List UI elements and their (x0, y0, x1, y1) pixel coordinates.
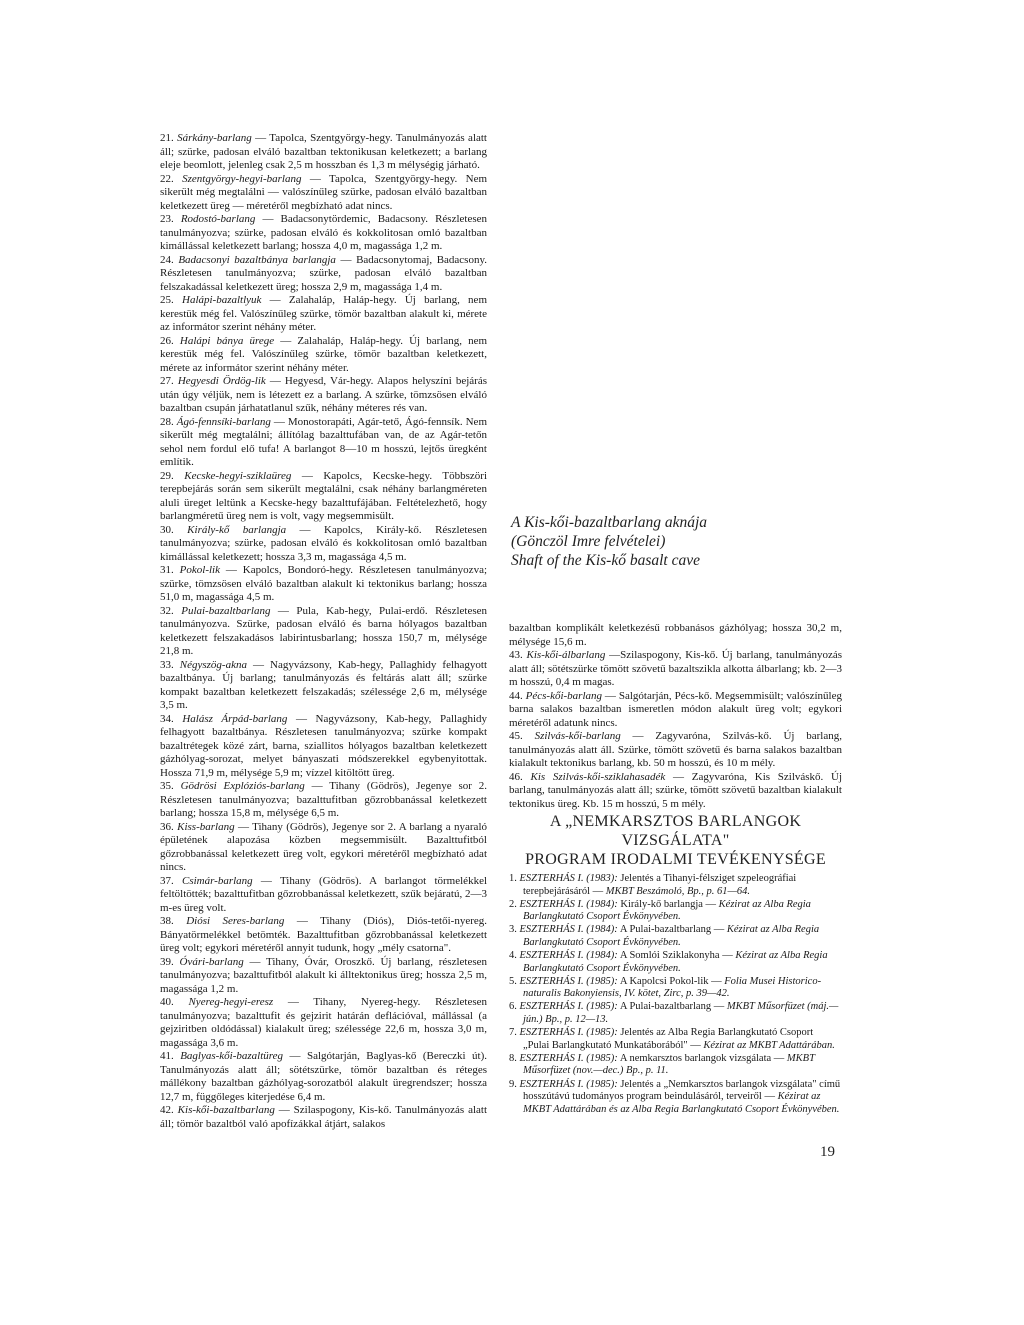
entry-description: — Salgótarján, Pécs-kő. Megsemmisült; valószínűleg barna salakos bazaltban ismeretlen módon alakult üreg volt; egykori méretéről adatunk nincs. (509, 689, 842, 729)
left-column (160, 132, 487, 1131)
cave-entry (160, 335, 487, 376)
entry-title: Kis-kői-bazaltbarlang (177, 1104, 275, 1116)
entry-title: Gödrösi Explóziós-barlang (180, 780, 305, 792)
heading-line-2: VIZSGÁLATA" (621, 832, 730, 849)
entry-number: 41. (160, 1050, 174, 1062)
cave-entry (160, 713, 487, 781)
cave-entry (160, 375, 487, 416)
cave-entry (160, 416, 487, 470)
entry-number: 27. (160, 375, 174, 387)
entry-description: — Zalahaláp, Haláp-hegy. Új barlang, nem kerestük még fel. Valószínűleg szürke, tömör bazaltban keletkezett, mérete az informátor szerint néhány méter. (160, 334, 488, 374)
entry-number: 44. (509, 689, 523, 702)
entry-description: — Tihany, Óvár, Oroszkő. Új barlang, részletesen tanulmányozva; bazalttufitból alakult ki álltektonikus üreg; hossza 2,5 m, magassága 1,2 m. (160, 955, 487, 995)
reference-text: A Pulai-bazaltbarlang — (617, 1001, 727, 1013)
caption-english: Shaft of the Kis-kő basalt cave (511, 552, 700, 569)
reference-author: ESZTERHÁS I. (1985): (519, 1001, 618, 1013)
entry-title: Halász Árpád-barlang (182, 712, 288, 725)
entry-number: 43. (509, 649, 523, 661)
cave-entry (160, 915, 487, 956)
entry-description: — Monostorapáti, Agár-tető, Ágó-fennsík. Nem sikerült még megtalálni; állítólag bazalttufában van, de az Agár-tetőn sehol nem fordul elő tufa! A barlangot 8—10 m hosszú, lejtős üregként említik. (160, 415, 488, 468)
photo-caption (511, 513, 841, 570)
entry-title: Halápi-bazaltlyuk (182, 294, 262, 306)
cave-entry (509, 730, 842, 771)
reference-item (509, 950, 842, 975)
entry-title: Pokol-lik (179, 564, 220, 576)
entry-description: — Tihany, Nyereg-hegy. Részletesen tanulmányozva; bazalttufit és gejzirit határán deflációval, mállással (a gejziritben oldódással) kialakult üreg; szélessége 22,6 m, hossza 3,0 m, magassága 3,6 m. (160, 996, 488, 1049)
reference-author: ESZTERHÁS I. (1984): (519, 924, 618, 936)
heading-line-1: A „NEMKARSZTOS BARLANGOK (549, 813, 802, 830)
cave-entry (160, 996, 487, 1050)
entry-description: — Tihany (Diós), Diós-tetői-nyereg. Bányatörmelékkel betömték. Bazalttufitban gőzrobbanással keletkezett üreg volt; egykori méretéről annyit tudunk, hogy „mély csatorna". (160, 915, 487, 954)
reference-number: 1. (509, 873, 517, 884)
cave-entry (160, 821, 487, 875)
entry-number: 37. (160, 874, 174, 887)
heading-line-3: PROGRAM IRODALMI TEVÉKENYSÉGE (525, 851, 826, 868)
cave-entry (160, 470, 487, 524)
entry-description: — Szilaspogony, Kis-kő. Tanulmányozás alatt áll; tömör bazaltból való apofízákkal átjárt, salakos (160, 1104, 488, 1130)
reference-publication: Kézirat az Alba Regia Barlangkutató Csoport Évkönyvében. (523, 950, 828, 974)
reference-publication: MKBT Beszámoló, Bp., p. 61—64. (605, 885, 750, 897)
entry-title: Szentgyörgy-hegyi-barlang (182, 172, 302, 185)
reference-text: Jelentés az Alba Regia Barlangkutató Csoport „Pulai Barlangkutató Munkatáborából" — (523, 1027, 814, 1051)
reference-publication: Kézirat az Alba Regia Barlangkutató Csoport Évkönyvében. (523, 924, 820, 948)
reference-publication: Kézirat az MKBT Adattárában és az Alba Regia Barlangkutató Csoport Évkönyvében. (523, 1091, 840, 1115)
entry-number: 46. (509, 770, 523, 783)
entry-description: — Badacsonytomaj, Badacsony. Részletesen tanulmányozva; szürke, padosan elváló bazaltban felszakadással keletkezett üreg; hossza 2,9 m, magassága 1,4 m. (160, 253, 487, 293)
entry-title: Kis Szilvás-kői-sziklahasadék (530, 770, 666, 783)
reference-number: 9. (509, 1078, 517, 1090)
entry-number: 28. (160, 415, 174, 428)
cave-entry (160, 956, 487, 997)
entry-number: 24. (160, 253, 174, 266)
entry-description: — Zagyvaróna, Szilvás-kő. Új barlang, tanulmányozás alatt áll. Szürke, tömött szövetű és barna salakos bazaltban kialakult tektonikus barlang, kb. 50 m hosszú, és 10 m mély. (509, 730, 842, 769)
entry-title: Király-kő barlangja (187, 523, 287, 536)
cave-entry (509, 690, 842, 731)
reference-item (509, 899, 842, 924)
right-column (509, 622, 842, 811)
reference-item (509, 1001, 842, 1026)
entry-description: — Tapolca, Szentgyörgy-hegy. Tanulmányozás alatt áll; szürke, padosan elváló bazaltban tektonikusan keletkezett; a barlang eleje beomlott, jelenleg csak 2,5 m hosszban és 1,3 m mélységig járható. (160, 132, 487, 171)
entry-description: — Nagyvázsony, Kab-hegy, Pallaghidy felhagyott bazaltbánya. Részletesen tanulmányozva; szürke kompakt bazaltrétegek közé zárt, barna, sziallitos hólyagos bazaltban keletkezett gázhólyag-sorozat, melyet bányaszati módszerekkel egybenyitottak. Hossza 71,9 m, mélysége 5,9 m; vízzel kitöltött üreg. (160, 712, 488, 779)
entry-description: — Pula, Kab-hegy, Pulai-erdő. Részletesen tanulmányozva. Szürke, padosan elváló és barna hólyagos bazaltban keletkezett felszakadásos labirintusbarlang; hossza 150,7 m, mélysége 21,8 m. (160, 604, 487, 657)
reference-text: Jelentés a Tihanyi-félsziget szpeleográfiai terepbejárásáról — (523, 873, 797, 897)
cave-entry (160, 605, 487, 659)
cave-entry (160, 132, 487, 173)
reference-item (509, 924, 842, 949)
reference-publication: MKBT Műsorfüzet (nov.—dec.) Bp., p. 11. (523, 1052, 815, 1077)
entry-title: Négyszög-akna (179, 658, 247, 671)
entry-number: 31. (160, 564, 174, 576)
reference-number: 4. (509, 950, 517, 962)
entry-number: 42. (160, 1104, 174, 1116)
entry-title: Halápi bánya ürege (179, 334, 275, 347)
entry-title: Kiss-barlang (177, 820, 235, 833)
entry-number: 34. (160, 712, 174, 725)
reference-number: 3. (509, 924, 517, 936)
reference-number: 6. (509, 1001, 517, 1013)
cave-entry (160, 1050, 487, 1104)
entry-number: 22. (160, 172, 174, 185)
reference-item (509, 1027, 842, 1052)
reference-list (509, 873, 842, 1117)
entry-title: Baglyas-kői-bazaltüreg (180, 1050, 284, 1062)
entry-number: 40. (160, 996, 174, 1008)
reference-text: A Somlói Sziklakonyha — (617, 950, 736, 962)
entry-title: Pulai-bazaltbarlang (181, 604, 271, 617)
entry-description: — Tihany (Gödrös), Jegenye sor 2. A barlang a nyaraló épületének alapozása közben megsemmisült. Bazalttufitból gőzrobbanással keletkezett üreg volt, egykori méretéről megbízható adat nincs. (160, 820, 487, 873)
entry-number: 26. (160, 334, 174, 347)
cave-entry (160, 213, 487, 254)
reference-text: Jelentés a „Nemkarsztos barlangok vizsgálata" című hosszútávú tudományos program beindulásáról, terveiről — (523, 1078, 841, 1103)
reference-text: Király-kő barlangja — (617, 898, 719, 910)
entry-title: Csimár-barlang (182, 874, 253, 887)
entry-number: 35. (160, 780, 174, 792)
cave-entry (160, 294, 487, 335)
cave-entry (160, 1104, 487, 1131)
reference-author: ESZTERHÁS I. (1985): (519, 975, 618, 987)
entry-title: Diósi Seres-barlang (186, 915, 285, 927)
entry-description: — Hegyesd, Vár-hegy. Alapos helyszíni bejárás után úgy véljük, nem is létezett ez a barlang. A szürke, tömzsösen elváló bazaltban csupán járhatatlanul szűk, néhány méteres rés van. (160, 375, 488, 414)
cave-entry (160, 254, 487, 295)
reference-author: ESZTERHÁS I. (1984): (519, 950, 618, 962)
reference-publication: Folia Musei Historico-naturalis Bakonyiensis, IV. kötet, Zirc, p. 39—42. (523, 975, 822, 1000)
cave-entry (509, 771, 842, 812)
reference-item (509, 1053, 842, 1078)
reference-number: 2. (509, 898, 517, 910)
entry-description: — Kapolcs, Bondoró-hegy. Részletesen tanulmányozva; szürke, tömzsösen elváló bazaltban alakult ki tektonikus barlang; hossza 51,0 m, magassága 4,5 m. (160, 564, 488, 603)
entry-description: — Tapolca, Szentgyörgy-hegy. Nem sikerült még megtalálni — valószínűleg szürke, padosan elváló bazaltban keletkezett üreg — méretéről megbízható adat nincs. (160, 172, 488, 212)
entry-title: Kecske-hegyi-sziklaüreg (184, 469, 292, 482)
cave-entry (509, 649, 842, 690)
entry-description: — Kapolcs, Király-kő. Részletesen tanulmányozva; szürke, padosan elváló és kokkolitosan omló bazaltban kimállással keletkezett; hossza 3,3 m, magassága 4,5 m. (160, 523, 488, 563)
reference-text: A Pulai-bazaltbarlang — (617, 924, 727, 936)
entry-number: 45. (509, 730, 523, 742)
cave-entry (160, 659, 487, 713)
entry-title: Szilvás-kői-barlang (534, 730, 621, 742)
entry-number: 30. (160, 523, 174, 536)
entry-number: 36. (160, 820, 174, 833)
entry-description: — Zalahaláp, Haláp-hegy. Új barlang, nem kerestük még fel. Valószínűleg szürke, tömör bazaltban alakult ki, mérete az informátor szerint néhány méter. (160, 294, 487, 333)
entry-description: — Zagyvaróna, Kis Szilváskő. Új barlang, tanulmányozás alatt áll; szürke, tömött szövetű bazaltban kialakult tektonikus üreg. Kb. 15 m hosszú, 5 m mély. (509, 770, 843, 810)
entry-number: 38. (160, 915, 174, 927)
reference-item (509, 873, 842, 898)
reference-publication: MKBT Műsorfüzet (máj.—jún.) Bp., p. 12—13. (523, 1001, 839, 1026)
entry-title: Pécs-kői-barlang (525, 689, 603, 702)
entry-number: 29. (160, 469, 174, 482)
entry-title: Badacsonyi bazaltbánya barlangja (178, 253, 336, 266)
reference-number: 8. (509, 1052, 517, 1064)
reference-item (509, 976, 842, 1001)
reference-author: ESZTERHÁS I. (1985): (519, 1052, 618, 1064)
entry-description: —Szilaspogony, Kis-kő. Új barlang, tanulmányozás alatt áll; sötétszürke tömött szövetű bazaltszikla alkotta álbarlang; kb. 2—3 m hosszú, 0,4 m magas. (509, 649, 842, 688)
caption-title: A Kis-kői-bazaltbarlang aknája (511, 514, 708, 531)
page-number: 19 (820, 1144, 835, 1160)
entry-description: — Nagyvázsony, Kab-hegy, Pallaghidy felhagyott bazaltbánya. Új barlang; tanulmányozás és feltárás alatt áll; szürke kompakt bazaltban keletkezett felszakadás; szélessége 2,6 m, mélysége 3,5 m. (160, 658, 487, 711)
entry-description: — Kapolcs, Kecske-hegy. Többszöri terepbejárás során sem sikerült megtalálni, csak néhány barlangméreten aluli üreget leltünk a Kecske-hegy bazalttufájában. Feltételezhető, hogy barlangméretű üreg nem is volt, vagy megsemmisült. (160, 469, 487, 522)
cave-entry (160, 780, 487, 821)
entry-description: — Badacsonytördemic, Badacsony. Részletesen tanulmányozva; szürke, padosan elváló és kokkolitosan omló bazaltban kimállással keletkezett barlang; hossza 4,0 m, magassága 1,2 m. (160, 213, 487, 252)
entry-title: Nyereg-hegyi-eresz (188, 996, 274, 1008)
entry-number: 21. (160, 132, 174, 144)
entry-description: — Salgótarján, Baglyas-kő (Bereczki út). Tanulmányozás alatt áll; sötétszürke, tömör bazaltban és réteges mállékony bazaltban gázhólyag-sorozatból alakult üregrendszer; hossza 12,7 m, függőleges kiterjedése 6,4 m. (160, 1050, 487, 1103)
entry-title: Ágó-fennsíki-barlang (176, 415, 271, 428)
reference-item (509, 1079, 842, 1117)
section-heading (509, 812, 842, 869)
reference-publication: Kézirat az MKBT Adattárában. (703, 1039, 835, 1051)
caption-credit: (Gönczöl Imre felvételei) (511, 533, 666, 550)
reference-number: 7. (509, 1027, 517, 1039)
reference-number: 5. (509, 975, 517, 987)
cave-entry (160, 173, 487, 214)
entry-number: 39. (160, 955, 174, 968)
reference-author: ESZTERHÁS I. (1985): (519, 1027, 618, 1039)
entry-title: Rodostó-barlang (180, 213, 256, 225)
entry-description: — Tihany (Gödrös), Jegenye sor 2. Részletesen tanulmányozva; bazalttufitban gőzrobbanással keletkezett barlang; hossza 15,8 m, mélysége 6,5 m. (160, 780, 487, 819)
entry-number: 33. (160, 658, 174, 671)
reference-author: ESZTERHÁS I. (1984): (519, 898, 618, 910)
entry-number: 25. (160, 294, 174, 306)
reference-publication: Kézirat az Alba Regia Barlangkutató Csoport Évkönyvében. (523, 898, 811, 923)
entry-title: Sárkány-barlang (177, 132, 252, 144)
reference-author: ESZTERHÁS I. (1983): (519, 873, 618, 884)
reference-text: A nemkarsztos barlangok vizsgálata — (617, 1052, 787, 1064)
entry-title: Kis-kői-álbarlang (526, 649, 606, 661)
entry-title: Hegyesdi Ördög-lik (177, 375, 266, 387)
reference-author: ESZTERHÁS I. (1985): (519, 1078, 618, 1090)
entry-number: 32. (160, 604, 174, 617)
entry-number: 23. (160, 213, 174, 225)
entry-title: Óvári-barlang (179, 955, 244, 968)
reference-text: A Kapolcsi Pokol-lik — (617, 975, 725, 987)
cave-entry (160, 564, 487, 605)
cave-entry (160, 524, 487, 565)
continuation-text: bazaltban komplikált keletkezésű robbanásos gázhólyag; hossza 30,2 m, mélysége 15,6 m. (509, 622, 842, 648)
entry-description: — Tihany (Gödrös). A barlangot törmelékkel feltöltötték; bazalttufitban gőzrobbanással keletkezett, szűk bejáratú, 2—3 m-es üreg volt. (160, 874, 488, 914)
cave-entry (160, 875, 487, 916)
